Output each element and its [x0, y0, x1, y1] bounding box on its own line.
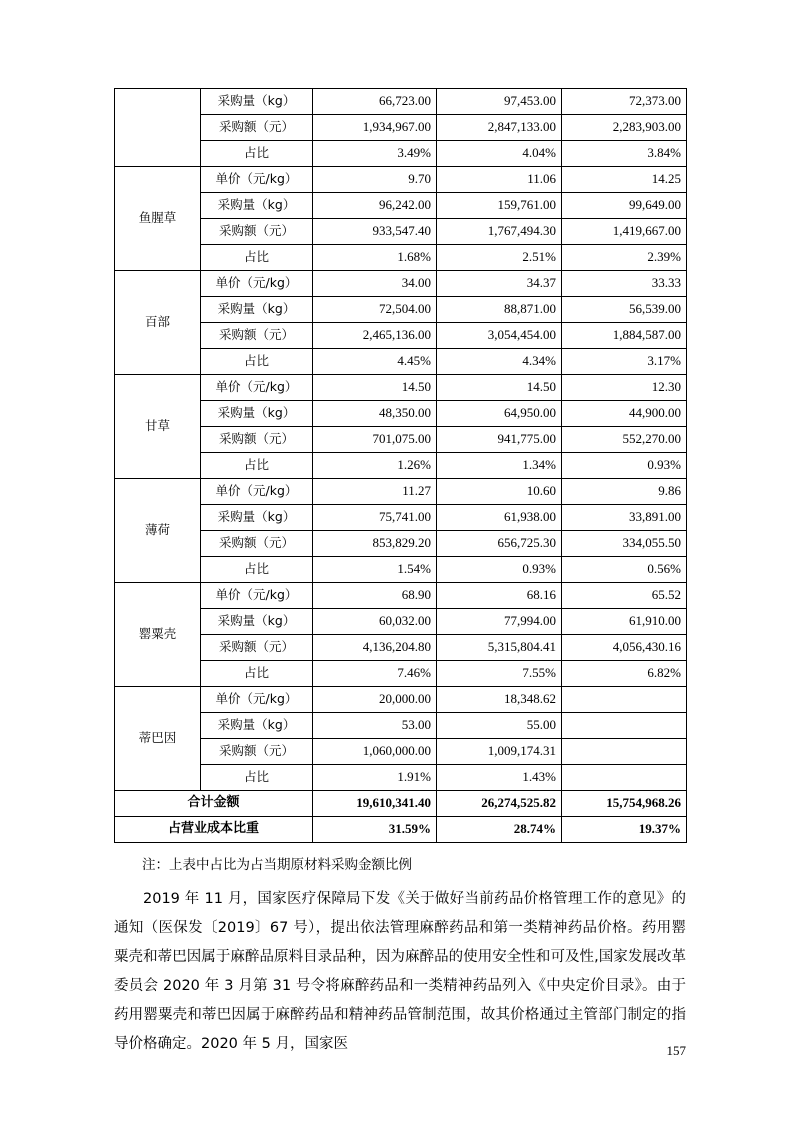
cell-value: 0.93%	[437, 557, 562, 583]
cell-value: 159,761.00	[437, 193, 562, 219]
cell-value: 88,871.00	[437, 297, 562, 323]
cell-value: 77,994.00	[437, 609, 562, 635]
row-label: 单价（元/kg）	[201, 583, 313, 609]
cell-value: 0.56%	[562, 557, 687, 583]
row-label: 采购量（kg）	[201, 401, 313, 427]
row-label: 单价（元/kg）	[201, 375, 313, 401]
cell-value: 1.43%	[437, 765, 562, 791]
cell-value: 1.26%	[313, 453, 437, 479]
table-row	[115, 427, 687, 453]
cell-value: 9.86	[562, 479, 687, 505]
group-label	[115, 89, 201, 167]
cell-value: 19.37%	[562, 817, 687, 843]
table-row	[115, 609, 687, 635]
table-row	[115, 531, 687, 557]
table-row	[115, 505, 687, 531]
cell-value: 18,348.62	[437, 687, 562, 713]
cell-value: 31.59%	[313, 817, 437, 843]
total-label: 合计金额	[115, 791, 313, 817]
table-row	[115, 479, 687, 505]
cell-value: 933,547.40	[313, 219, 437, 245]
cell-value: 61,938.00	[437, 505, 562, 531]
cell-value: 53.00	[313, 713, 437, 739]
row-label: 采购额（元）	[201, 219, 313, 245]
table-row	[115, 271, 687, 297]
cell-value: 1.91%	[313, 765, 437, 791]
cell-value	[562, 765, 687, 791]
cell-value: 75,741.00	[313, 505, 437, 531]
table-row	[115, 167, 687, 193]
row-label: 占比	[201, 765, 313, 791]
table-total-row	[115, 791, 687, 817]
row-label: 采购量（kg）	[201, 193, 313, 219]
cell-value: 1,009,174.31	[437, 739, 562, 765]
cell-value: 34.00	[313, 271, 437, 297]
row-label: 采购量（kg）	[201, 505, 313, 531]
cell-value: 2.51%	[437, 245, 562, 271]
row-label: 采购量（kg）	[201, 713, 313, 739]
cell-value: 20,000.00	[313, 687, 437, 713]
group-label: 鱼腥草	[115, 167, 201, 271]
cell-value: 14.50	[437, 375, 562, 401]
cell-value: 65.52	[562, 583, 687, 609]
cell-value: 64,950.00	[437, 401, 562, 427]
group-label: 薄荷	[115, 479, 201, 583]
cell-value: 97,453.00	[437, 89, 562, 115]
row-label: 占比	[201, 453, 313, 479]
cell-value: 4.04%	[437, 141, 562, 167]
cell-value: 4.45%	[313, 349, 437, 375]
row-label: 单价（元/kg）	[201, 687, 313, 713]
table-row	[115, 713, 687, 739]
row-label: 占比	[201, 661, 313, 687]
table-row	[115, 245, 687, 271]
row-label: 单价（元/kg）	[201, 479, 313, 505]
cell-value: 28.74%	[437, 817, 562, 843]
row-label: 采购额（元）	[201, 739, 313, 765]
cell-value	[562, 739, 687, 765]
table-row	[115, 557, 687, 583]
cell-value: 61,910.00	[562, 609, 687, 635]
cell-value: 1,884,587.00	[562, 323, 687, 349]
table-row	[115, 141, 687, 167]
row-label: 采购量（kg）	[201, 297, 313, 323]
table-row	[115, 115, 687, 141]
cell-value: 56,539.00	[562, 297, 687, 323]
cell-value: 3.17%	[562, 349, 687, 375]
table-row	[115, 323, 687, 349]
cell-value: 48,350.00	[313, 401, 437, 427]
cell-value: 9.70	[313, 167, 437, 193]
cell-value: 19,610,341.40	[313, 791, 437, 817]
table-row	[115, 193, 687, 219]
table-row	[115, 219, 687, 245]
cell-value	[562, 687, 687, 713]
cell-value: 4.34%	[437, 349, 562, 375]
cell-value: 11.27	[313, 479, 437, 505]
cell-value: 2,283,903.00	[562, 115, 687, 141]
cell-value: 941,775.00	[437, 427, 562, 453]
row-label: 采购量（kg）	[201, 89, 313, 115]
cell-value: 68.90	[313, 583, 437, 609]
cell-value: 10.60	[437, 479, 562, 505]
cell-value: 334,055.50	[562, 531, 687, 557]
cell-value: 66,723.00	[313, 89, 437, 115]
table-row	[115, 453, 687, 479]
total-label: 占营业成本比重	[115, 817, 313, 843]
cell-value: 853,829.20	[313, 531, 437, 557]
cell-value: 15,754,968.26	[562, 791, 687, 817]
row-label: 采购额（元）	[201, 531, 313, 557]
table-row	[115, 583, 687, 609]
group-label: 蒂巴因	[115, 687, 201, 791]
cell-value: 7.55%	[437, 661, 562, 687]
cell-value: 44,900.00	[562, 401, 687, 427]
cell-value: 3,054,454.00	[437, 323, 562, 349]
cell-value: 6.82%	[562, 661, 687, 687]
group-label: 甘草	[115, 375, 201, 479]
cell-value: 1,767,494.30	[437, 219, 562, 245]
row-label: 占比	[201, 141, 313, 167]
cell-value: 0.93%	[562, 453, 687, 479]
cell-value: 1.34%	[437, 453, 562, 479]
cell-value: 4,056,430.16	[562, 635, 687, 661]
table-row	[115, 349, 687, 375]
cell-value: 7.46%	[313, 661, 437, 687]
table-row	[115, 765, 687, 791]
cell-value: 656,725.30	[437, 531, 562, 557]
group-label: 百部	[115, 271, 201, 375]
cell-value	[562, 713, 687, 739]
cell-value: 2,465,136.00	[313, 323, 437, 349]
cell-value: 96,242.00	[313, 193, 437, 219]
cell-value: 72,373.00	[562, 89, 687, 115]
row-label: 占比	[201, 557, 313, 583]
cell-value: 5,315,804.41	[437, 635, 562, 661]
row-label: 采购额（元）	[201, 323, 313, 349]
row-label: 采购量（kg）	[201, 609, 313, 635]
cell-value: 4,136,204.80	[313, 635, 437, 661]
cell-value: 33.33	[562, 271, 687, 297]
cell-value: 34.37	[437, 271, 562, 297]
table-row	[115, 401, 687, 427]
table-row	[115, 89, 687, 115]
cell-value: 1,060,000.00	[313, 739, 437, 765]
cell-value: 2,847,133.00	[437, 115, 562, 141]
raw-material-procurement-table	[114, 88, 687, 843]
cell-value: 1.68%	[313, 245, 437, 271]
table-row	[115, 739, 687, 765]
cell-value: 3.84%	[562, 141, 687, 167]
row-label: 单价（元/kg）	[201, 167, 313, 193]
row-label: 采购额（元）	[201, 427, 313, 453]
row-label: 占比	[201, 245, 313, 271]
group-label: 罂粟壳	[115, 583, 201, 687]
cell-value: 26,274,525.82	[437, 791, 562, 817]
table-row	[115, 297, 687, 323]
page-content	[114, 88, 686, 1059]
cell-value: 33,891.00	[562, 505, 687, 531]
cell-value: 55.00	[437, 713, 562, 739]
cell-value: 12.30	[562, 375, 687, 401]
cell-value: 1,419,667.00	[562, 219, 687, 245]
cell-value: 1.54%	[313, 557, 437, 583]
cell-value: 99,649.00	[562, 193, 687, 219]
cell-value: 3.49%	[313, 141, 437, 167]
table-note: 注：上表中占比为占当期原材料采购金额比例	[142, 857, 412, 873]
cell-value: 14.50	[313, 375, 437, 401]
cell-value: 68.16	[437, 583, 562, 609]
cell-value: 72,504.00	[313, 297, 437, 323]
cell-value: 1,934,967.00	[313, 115, 437, 141]
cell-value: 2.39%	[562, 245, 687, 271]
cell-value: 11.06	[437, 167, 562, 193]
row-label: 采购额（元）	[201, 115, 313, 141]
row-label: 采购额（元）	[201, 635, 313, 661]
cell-value: 701,075.00	[313, 427, 437, 453]
table-row	[115, 687, 687, 713]
cell-value: 60,032.00	[313, 609, 437, 635]
cell-value: 552,270.00	[562, 427, 687, 453]
page-number: 157	[666, 1043, 686, 1058]
table-total-row	[115, 817, 687, 843]
row-label: 单价（元/kg）	[201, 271, 313, 297]
cell-value: 14.25	[562, 167, 687, 193]
table-row	[115, 375, 687, 401]
row-label: 占比	[201, 349, 313, 375]
table-row	[115, 635, 687, 661]
table-row	[115, 661, 687, 687]
body-paragraph: 2019 年 11 月，国家医疗保障局下发《关于做好当前药品价格管理工作的意见》的通知（医保发〔2019〕67 号），提出依法管理麻醉药品和第一类精神药品价格。药用罂粟壳和蒂巴因属于麻醉品原料目录品种，因为麻醉品的使用安全性和可及性,国家发展改革委员会 2020 年 3 月第 31 号令将麻醉药品和一类精神药品列入《中央定价目录》。由于药用罂粟壳和蒂巴因属于麻醉药品和精神药品管制范围，故其价格通过主管部门制定的指导价格确定。2020 年 5 月，国家医	[114, 890, 686, 1052]
